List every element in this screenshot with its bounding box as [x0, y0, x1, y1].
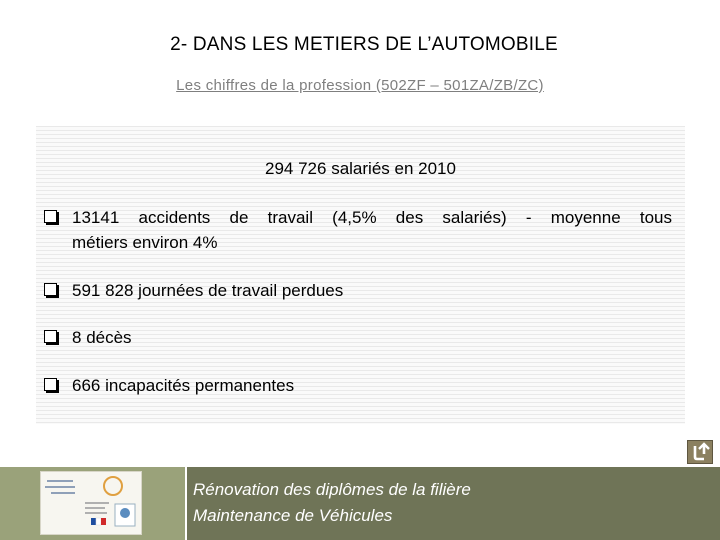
checkbox-bullet-icon [44, 210, 57, 223]
slide-title: 2- DANS LES METIERS DE L’AUTOMOBILE [170, 34, 558, 55]
return-arrow-icon [688, 441, 712, 463]
bullet-text: incapacités permanentes [100, 376, 295, 395]
footer-text [193, 477, 471, 529]
headline-text: salariés en [326, 159, 419, 178]
return-button[interactable] [687, 440, 713, 464]
bullet-value: 666 [72, 376, 101, 395]
institution-logo-icon [41, 472, 141, 534]
headline-employees [36, 159, 685, 179]
bullet-value: 13141 [72, 208, 120, 227]
checkbox-bullet-icon [44, 378, 57, 391]
bullet-lost-days-text [72, 278, 343, 303]
footer-line2: Maintenance de Véhicules [193, 506, 393, 525]
checkbox-bullet-icon [44, 283, 57, 296]
checkbox-bullet-icon [44, 330, 57, 343]
footer-line1: Rénovation des diplômes de la filière [193, 480, 471, 499]
bullet-deaths-text [72, 325, 132, 350]
institution-logo [40, 471, 142, 535]
bullet-value: 591 828 [72, 281, 134, 300]
bullet-accidents-line1 [72, 205, 672, 230]
bullet-accidents-line2: métiers environ 4% [72, 233, 218, 252]
bullet-incapacities-text [72, 373, 294, 398]
slide-subtitle: Les chiffres de la profession (502ZF – 501ZA/ZB/ZC) [176, 77, 544, 94]
bullet-text: accidents de travail (4,5% des salariés) - moyenne tous [119, 208, 672, 227]
bullet-text: décès [81, 328, 132, 347]
bullet-text: journées de travail perdues [133, 281, 344, 300]
headline-value: 294 726 [265, 159, 327, 178]
headline-year: 2010 [418, 159, 456, 178]
bullet-value: 8 [72, 328, 82, 347]
